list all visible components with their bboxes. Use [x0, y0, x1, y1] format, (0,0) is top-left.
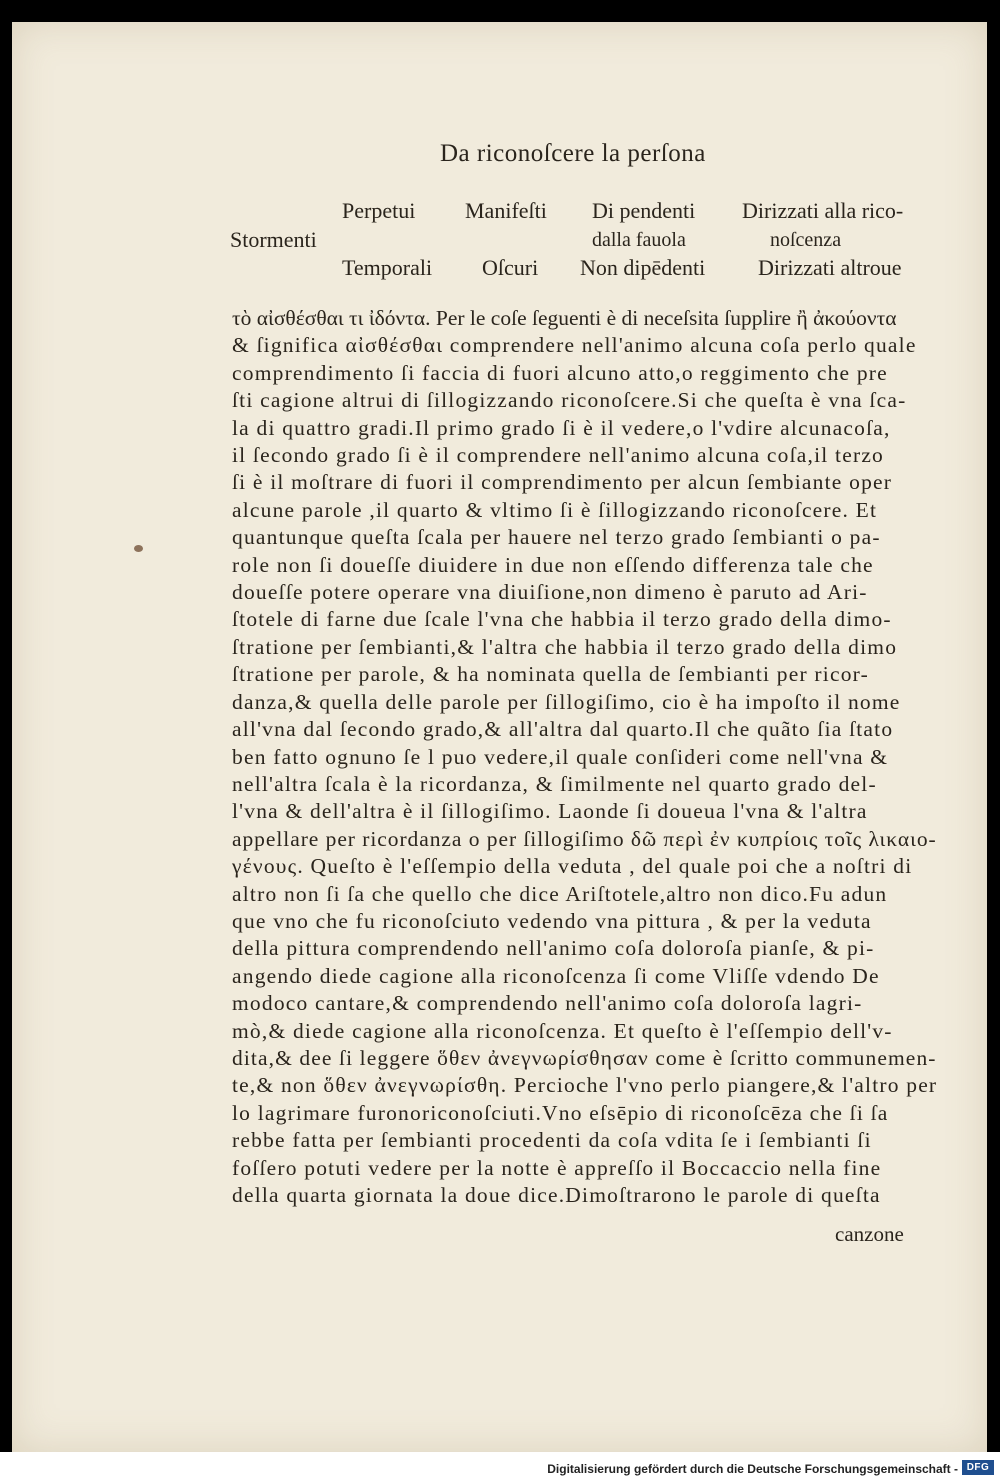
- text-line: ſtratione per parole, & ha nominata quella de ſembianti per ricor-: [232, 662, 869, 687]
- text-line: que vno che fu riconoſciuto vedendo vna pittura , & per la veduta: [232, 908, 872, 933]
- text-line: la di quattro gradi.Il primo grado ſi è il vedere,o l'vdire alcunacoſa,: [232, 415, 891, 440]
- footer-bar: [0, 1452, 1000, 1479]
- text-line: τὸ αἰσθέσθαι τι ἰδόντα. Per le coſe ſeguenti è di neceſsita ſupplire ἢ ἀκούοντα: [232, 306, 897, 330]
- scheme-temporali: Temporali: [342, 255, 433, 280]
- text-line: altro non ſi ſa che quello che dice Ariſtotele,altro non dico.Fu adun: [232, 881, 888, 906]
- scheme-oscuri: Oſcuri: [482, 255, 539, 280]
- scheme-dipendenti: Di pendenti: [592, 198, 696, 223]
- funding-credit: Digitalisierung gefördert durch die Deutsche Forschungsgemeinschaft -: [547, 1462, 958, 1476]
- text-line: modoco cantare,& comprendendo nell'animo coſa doloroſa lagri-: [232, 991, 863, 1016]
- scheme-stormenti: Stormenti: [230, 227, 317, 252]
- text-line: mò,& diede cagione alla riconoſcenza. Et queſto è l'eſſempio dell'v-: [232, 1018, 893, 1043]
- scheme-dalla-fauola: dalla fauola: [592, 229, 686, 251]
- text-line: l'vna & dell'altra è il ſillogiſimo. Laonde ſi doueua l'vna & l'altra: [232, 799, 868, 824]
- text-line: ſi è il moſtrare di fuori il comprendimento per alcun ſembiante oper: [232, 470, 893, 495]
- text-line: alcune parole ,il quarto & vltimo ſi è ſillogizzando riconoſcere. Et: [232, 497, 878, 522]
- scheme-dirizzati-altroue: Dirizzati altroue: [758, 255, 902, 280]
- text-line: ſti cagione altrui di ſillogizzando riconoſcere.Si che queſta è vna ſca-: [232, 388, 907, 413]
- text-line: doueſſe potere operare vna diuiſione,non dimeno è paruto ad Ari-: [232, 580, 868, 605]
- text-line: all'vna dal ſecondo grado,& all'altra dal quarto.Il che quãto ſia ſtato: [232, 717, 894, 742]
- scheme-manifesti: Manifeſti: [465, 198, 547, 223]
- text-line: il ſecondo grado ſi è il comprendere nell'animo alcuna coſa,il terzo: [232, 443, 885, 468]
- text-line: rebbe fatta per ſembianti procedenti da coſa vdita ſe i ſembianti ſi: [232, 1128, 872, 1153]
- text-line: quantunque queſta ſcala per hauere nel terzo grado ſembianti o pa-: [232, 525, 881, 550]
- text-line: foſſero potuti vedere per la notte è appreſſo il Boccaccio nella fine: [232, 1155, 882, 1180]
- text-line: ſtotele di farne due ſcale l'vna che habbia il terzo grado della dimo-: [232, 607, 892, 632]
- text-line: angendo diede cagione alla riconoſcenza ſi come Vliſſe vdendo De: [232, 963, 880, 988]
- scheme-non-dipendenti: Non dipēdenti: [580, 255, 706, 280]
- text-line: & ſignifica αἰσθέσθαι comprendere nell'animo alcuna coſa perlo quale: [232, 333, 917, 358]
- text-line: lo lagrimare furonoriconoſciuti.Vno eſsēpio di riconoſcēza che ſi ſa: [232, 1100, 889, 1125]
- running-title: Da riconoſcere la perſona: [440, 140, 706, 167]
- catchword: canzone: [835, 1222, 904, 1246]
- text-line: γένους. Queſto è l'eſſempio della veduta , del quale poi che a noſtri di: [232, 854, 913, 879]
- text-line: nell'altra ſcala è la ricordanza, & ſimilmente nel quarto grado del-: [232, 771, 877, 796]
- text-line: te,& non ὅθεν ἀνεγνωρίσθη. Percioche l'vno perlo piangere,& l'altro per: [232, 1073, 938, 1098]
- text-line: ſtratione per ſembianti,& l'altra che habbia il terzo grado della dimo: [232, 634, 898, 659]
- body-text: [232, 305, 937, 1209]
- text-line: comprendimento ſi faccia di fuori alcuno atto,o reggimento che pre: [232, 360, 888, 385]
- dfg-logo: DFG: [962, 1460, 994, 1475]
- scheme-dirizzati-rico: Dirizzati alla rico-: [742, 198, 904, 223]
- text-line: della quarta giornata la doue dice.Dimoſtrarono le parole di queſta: [232, 1183, 881, 1207]
- scheme-noscenza: noſcenza: [770, 229, 842, 251]
- text-line: della pittura comprendendo nell'animo coſa doloroſa pianſe, & pi-: [232, 936, 875, 961]
- ink-smudge: [134, 545, 143, 552]
- text-line: dita,& dee ſi leggere ὅθεν ἀνεγνωρίσθησαν come è ſcritto communemen-: [232, 1045, 937, 1070]
- text-line: role non ſi doueſſe diuidere in due non eſſendo differenza tale che: [232, 552, 874, 577]
- text-line: appellare per ricordanza o per ſillogiſimo δῶ περὶ ἐν κυπρίοις τοῖς λικαιο-: [232, 826, 937, 851]
- text-line: ben fatto ognuno ſe l puo vedere,il quale conſideri come nell'vna &: [232, 744, 889, 769]
- scheme-perpetui: Perpetui: [342, 198, 416, 223]
- text-line: danza,& quella delle parole per ſillogiſimo, cio è ha impoſto il nome: [232, 689, 901, 714]
